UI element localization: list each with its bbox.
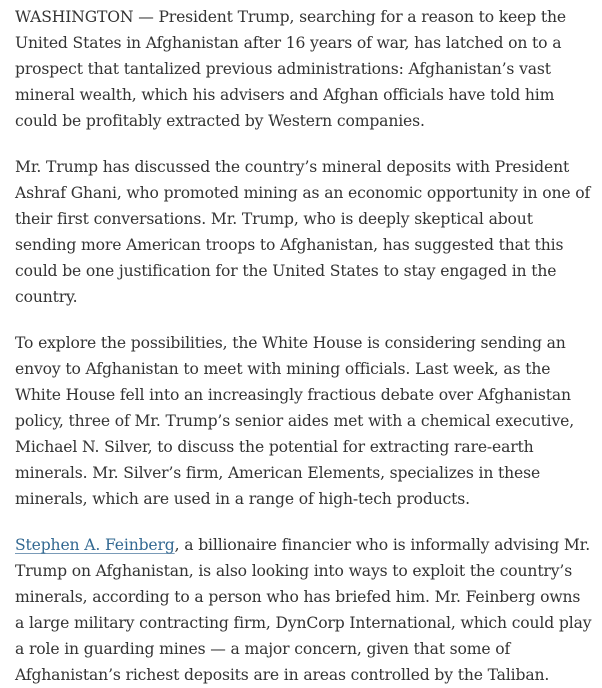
paragraph-2: Mr. Trump has discussed the country’s mineral deposits with President Ashraf Ghani, who promoted mining as an economic opportunity in one of their first conversations. Mr. Trump, who is deeply skeptical about sending more American troops to Afghanistan, has suggested that this could be one justification for the United States to stay engaged in the country.: [15, 158, 591, 306]
paragraph-1: WASHINGTON — President Trump, searching for a reason to keep the United States in Afghanistan after 16 years of war, has latched on to a prospect that tantalized previous administrations: Afghanistan’s vast mineral wealth, which his advisers and Afghan officials have told him could be profitably extracted by Western companies.: [15, 8, 566, 130]
paragraph-4-text: , a billionaire financier who is informally advising Mr. Trump on Afghanistan, is also looking into ways to exploit the country’s minerals, according to a person who has briefed him. Mr. Feinberg owns a large military contracting firm, DynCorp International, which could play a role in guarding mines — a major concern, given that some of Afghanistan’s richest deposits are in areas controlled by the Taliban.: [15, 536, 592, 684]
paragraph-4: [15, 532, 592, 688]
paragraph-3: To explore the possibilities, the White House is considering sending an envoy to Afghanistan to meet with mining officials. Last week, as the White House fell into an increasingly fractious debate over Afghanistan policy, three of Mr. Trump’s senior aides met with a chemical executive, Michael N. Silver, to discuss the potential for extracting rare-earth minerals. Mr. Silver’s firm, American Elements, specializes in these minerals, which are used in a range of high-tech products.: [15, 334, 575, 508]
stephen-feinberg-link[interactable]: Stephen A. Feinberg: [15, 536, 175, 554]
